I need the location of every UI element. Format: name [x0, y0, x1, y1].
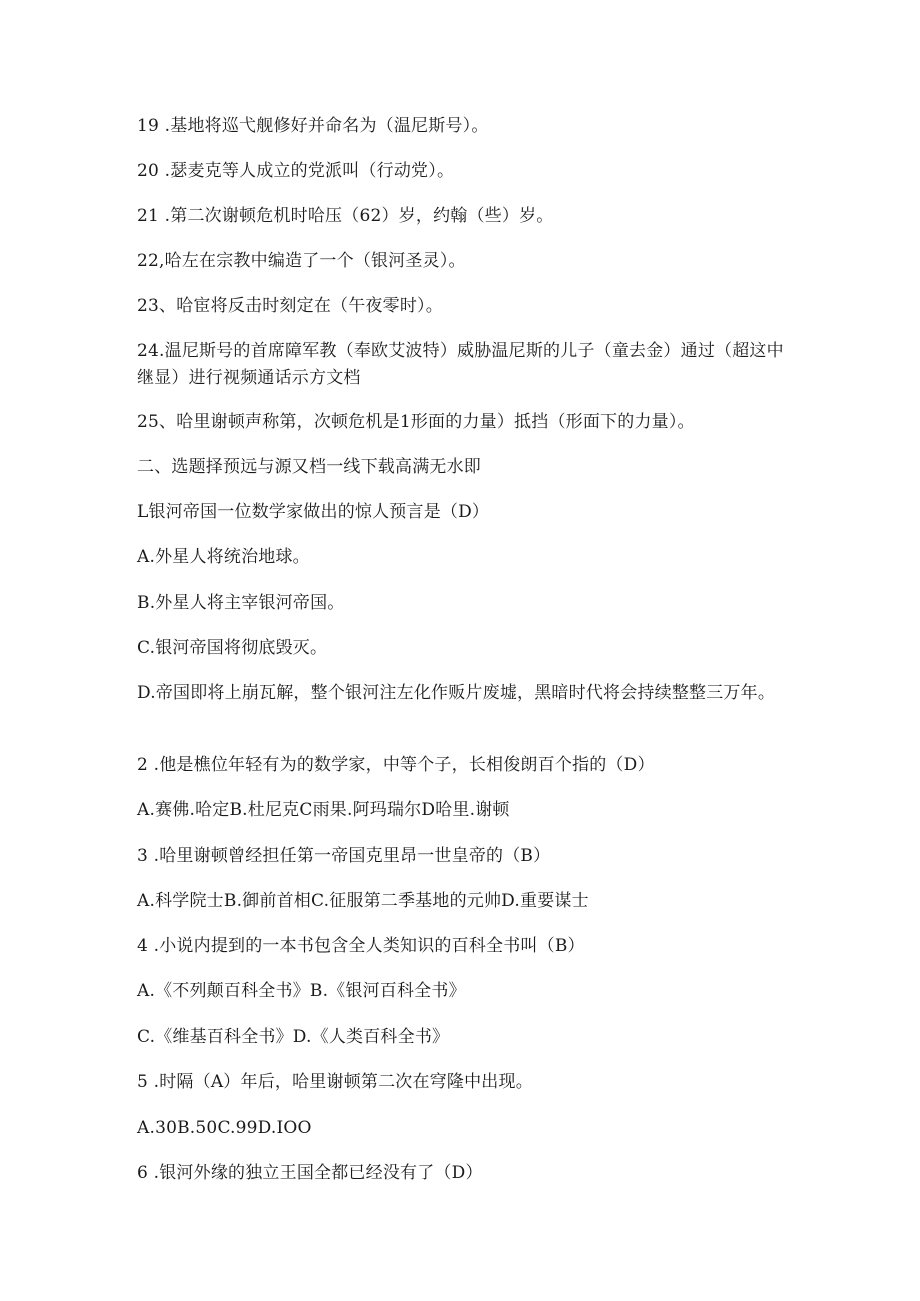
option-1d: D.帝国即将上崩瓦解，整个银河注左化作贩片废墟，黑暗时代将会持续整整三万年。	[137, 683, 776, 703]
options-4-ab: A.《不列颠百科全书》B.《银河百科全书》	[137, 981, 466, 1001]
question-5: 5 .时隔（A）年后，哈里谢顿第二次在穹隆中出现。	[137, 1072, 533, 1092]
option-1a: A.外星人将统治地球。	[137, 547, 310, 567]
options-5: A.30B.50C.99D.IOO	[137, 1118, 312, 1138]
text-line-q21: 21 .第二次谢顿危机时哈压（62）岁，约翰（些）岁。	[137, 206, 554, 226]
question-4: 4 .小说内提到的一本书包含全人类知识的百科全书叫（B）	[137, 936, 585, 956]
text-line-q25: 25、哈里谢顿声称第，次顿危机是1形面的力量）抵挡（形面下的力量）。	[137, 412, 695, 432]
question-6: 6 .银河外缘的独立王国全都已经没有了（D）	[137, 1163, 483, 1183]
question-1: L银河帝国一位数学家做出的惊人预言是（D）	[137, 502, 490, 522]
section-heading: 二、选题择预远与源又档一线下载高满无水即	[137, 457, 481, 477]
options-2: A.赛佛.哈定B.杜尼克C雨果.阿玛瑞尔D哈里.谢顿	[137, 800, 510, 820]
text-line-q24: 24.温尼斯号的首席障军教（奉欧艾波特）威胁温尼斯的儿子（童去金）通过（超这中继显）进行视频通话示方文档	[137, 341, 784, 388]
text-line-q20: 20 .瑟麦克等人成立的党派叫（行动党）。	[137, 161, 455, 181]
options-3: A.科学院士B.御前首相C.征服第二季基地的元帅D.重要谋士	[137, 891, 589, 911]
text-line-q23: 23、哈宦将反击时刻定在（午夜零时）。	[137, 296, 443, 316]
question-2: 2 .他是樵位年轻有为的数学家，中等个子，长相俊朗百个指的（D）	[137, 755, 655, 775]
option-1c: C.银河帝国将彻底毁灭。	[137, 638, 328, 658]
options-4-cd: C.《维基百科全书》D.《人类百科全书》	[137, 1027, 450, 1047]
text-line-q22: 22,哈左在宗教中编造了一个（银河圣灵）。	[137, 251, 466, 271]
text-line-q19: 19 .基地将巡弋舰修好并命名为（温尼斯号）。	[137, 116, 489, 136]
question-3: 3 .哈里谢顿曾经担任第一帝国克里昂一世皇帝的（B）	[137, 846, 551, 866]
option-1b: B.外星人将主宰银河帝国。	[137, 593, 345, 613]
